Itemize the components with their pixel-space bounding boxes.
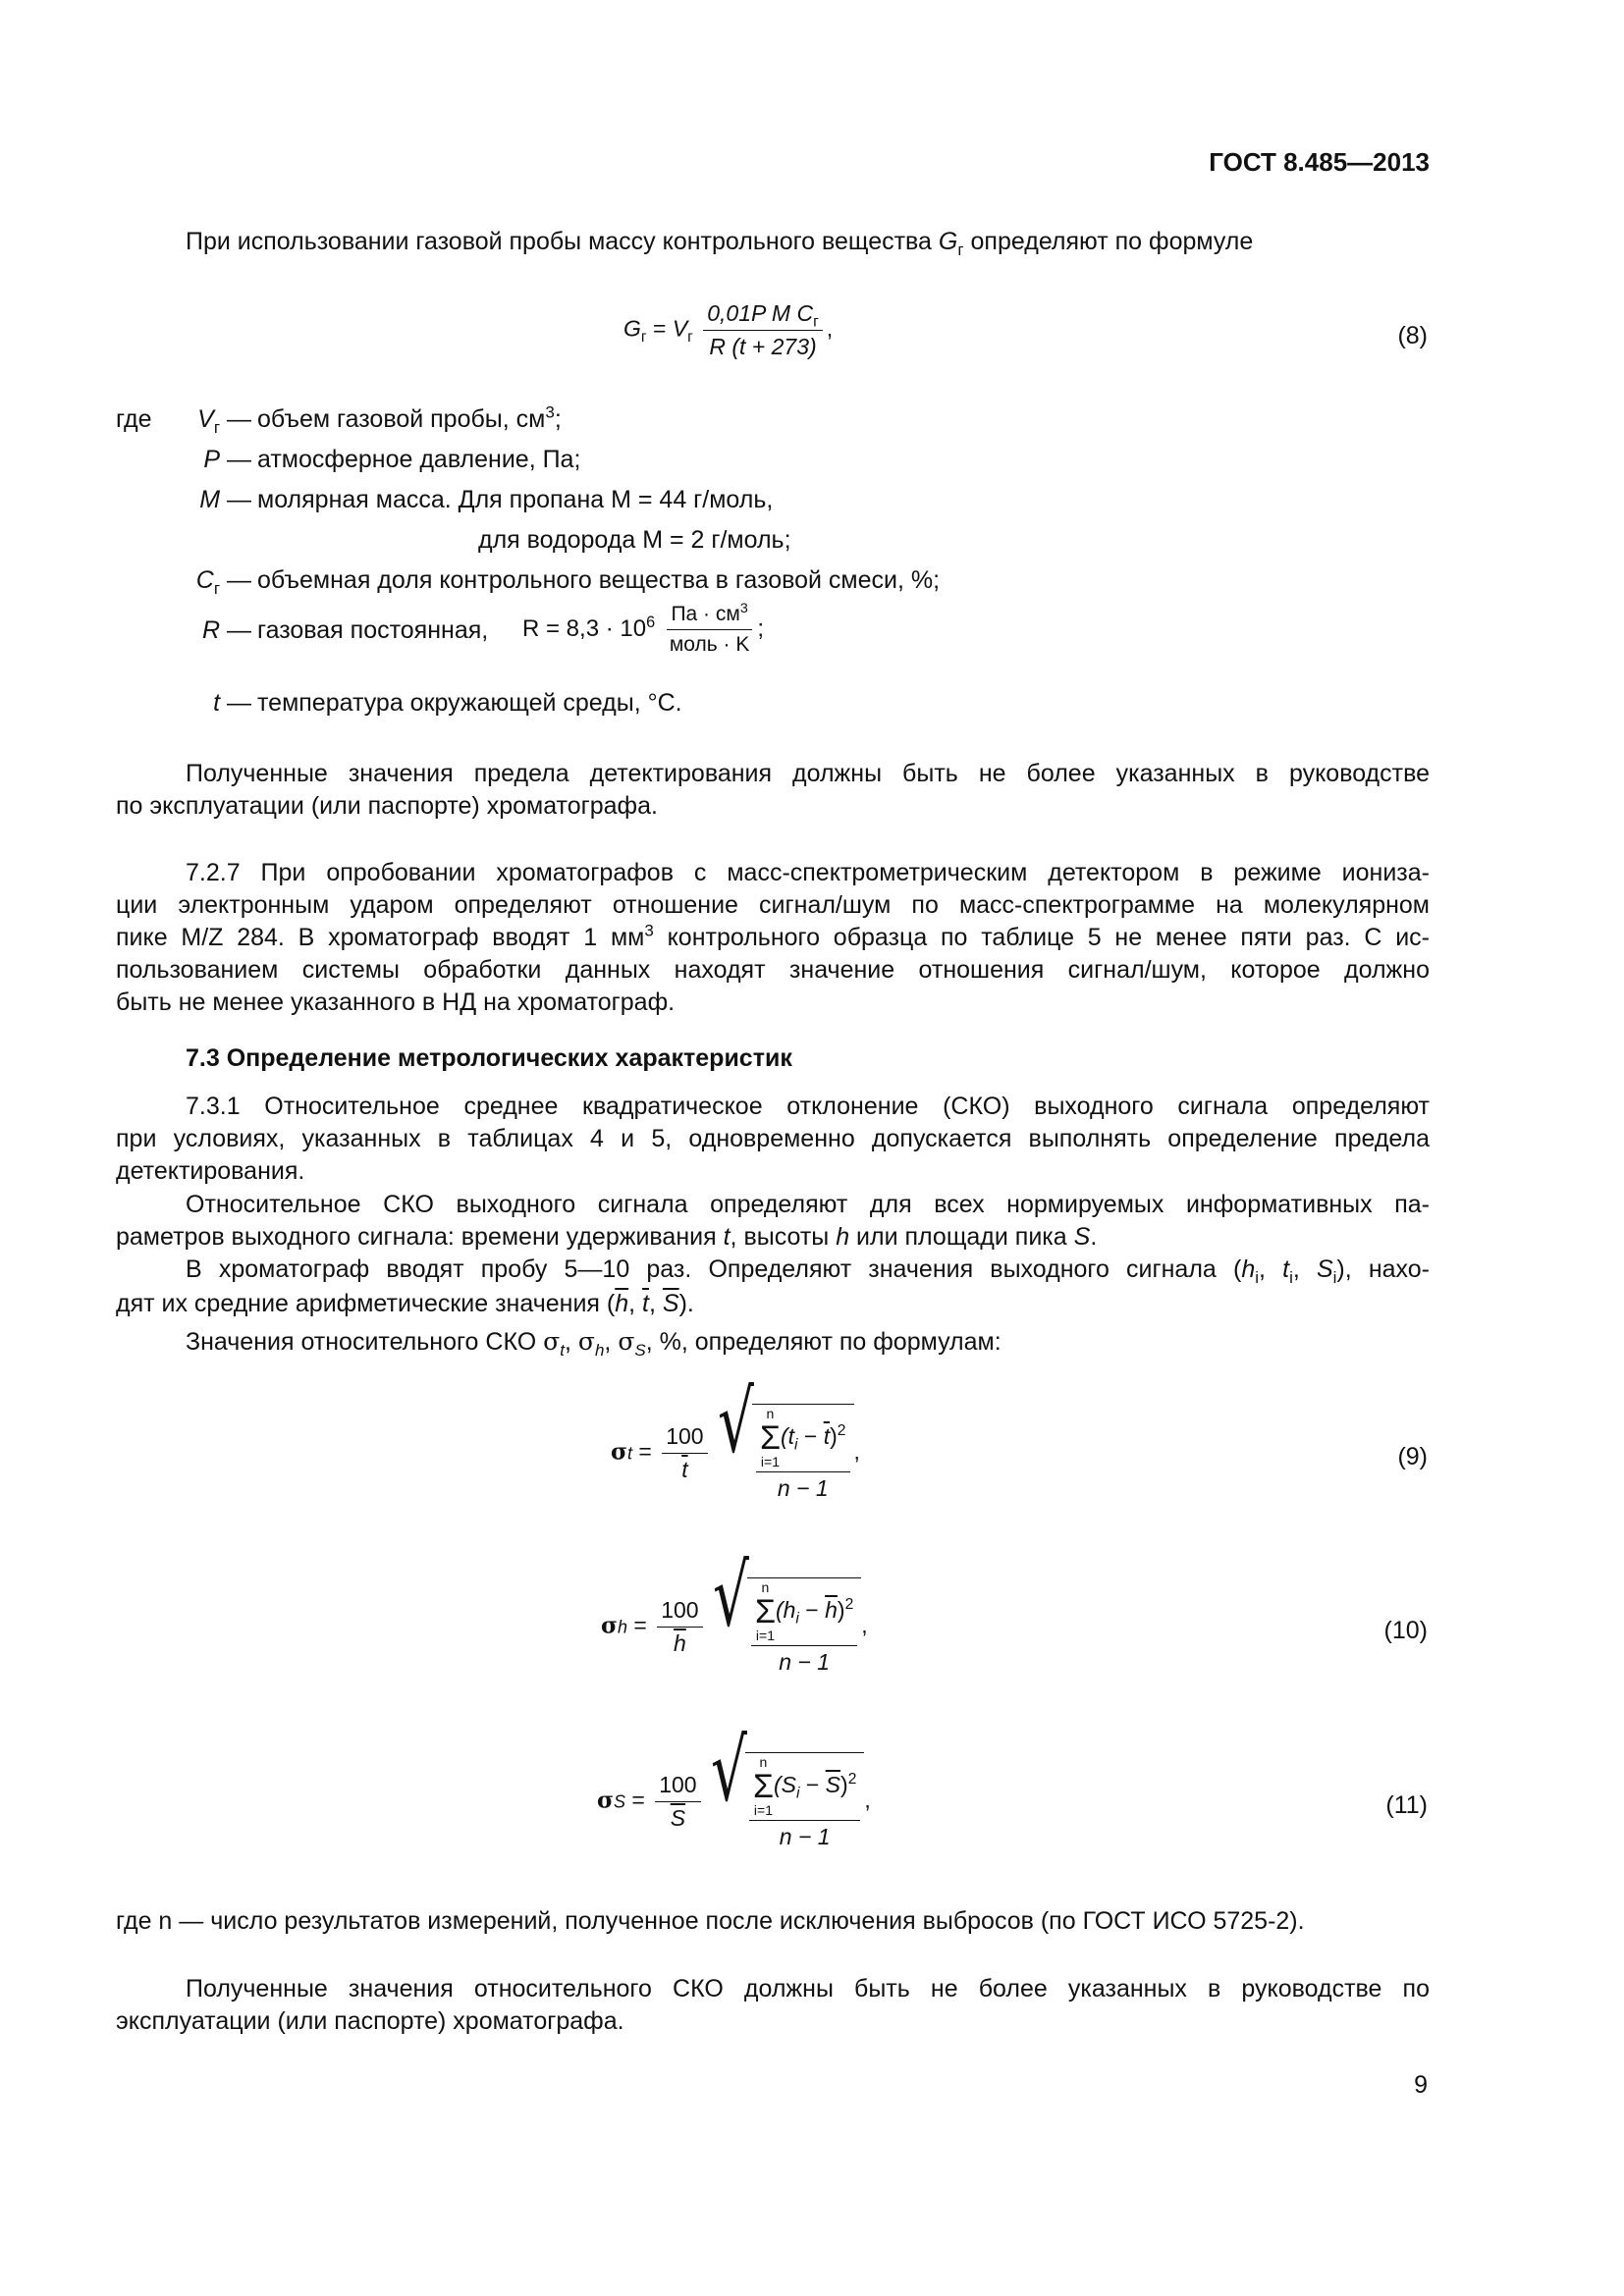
f11-den-var: S: [670, 1804, 686, 1831]
pprobe-line1a: В хроматограф вводят пробу 5—10 раз. Определяют значения выходного сигнала (: [186, 1255, 1242, 1283]
p731-line3: детектирования.: [116, 1157, 305, 1185]
f9-sum-bot: i=1: [760, 1453, 780, 1469]
f10-term: (h: [775, 1596, 796, 1623]
f11-inner-fraction: [749, 1755, 860, 1850]
where-term-v: [108, 405, 251, 437]
f10-minus: −: [798, 1596, 826, 1623]
intro-var: G: [938, 228, 958, 255]
f11-sigma: σ: [597, 1787, 614, 1814]
f9-sum: [760, 1407, 781, 1468]
where-term-r: [108, 616, 251, 645]
p727-line2: ции электронным ударом определяют отношение сигнал/шум по масс-спектрограмме на молекулярном: [116, 891, 1430, 919]
f11-numerator: 100: [655, 1772, 700, 1802]
f11-inner-den: [776, 1821, 835, 1850]
intro-var-sub: г: [957, 240, 964, 259]
pprobe-line2a: дят их средние арифметические значения (: [116, 1290, 616, 1317]
f10-sigma: σ: [601, 1612, 618, 1639]
f10-sum-symbol: Σ: [754, 1592, 776, 1630]
where-n-paragraph: где n — число результатов измерений, полученное после исключения выбросов (по ГОСТ ИСО 5725-2).: [116, 1907, 1305, 1935]
f8-denominator: [705, 331, 820, 360]
f9-inner-num: n Σ i=1 $(t_i - \overline{t})^2$: [756, 1407, 850, 1472]
formula-11: σS = $\frac{100}{S}$ √ n Σ i=1 $(S_i - \overline{S})^2$ n − 1 ,: [597, 1752, 871, 1850]
f8-num-text: 0,01P M C: [707, 300, 814, 326]
p727-line3: [116, 922, 1430, 954]
dash: —: [227, 566, 251, 594]
formula-9-number: (9): [1397, 1443, 1428, 1470]
document-header: ГОСТ 8.485—2013: [1209, 147, 1430, 177]
f9-fraction: [662, 1423, 707, 1483]
f11-rad-den: n − 1: [779, 1824, 831, 1850]
f10-term-bar: $\overline{h}$: [825, 1596, 838, 1623]
psko-line2a: раметров выходного сигнала: времени удерживания: [116, 1223, 717, 1251]
f10-numerator: 100: [657, 1597, 702, 1628]
term-t: t: [213, 689, 221, 717]
intro-text: При использовании газовой пробы массу контрольного вещества: [186, 228, 932, 255]
f10-denominator: [670, 1628, 690, 1657]
f9-minus: −: [797, 1422, 824, 1449]
pvalues-line: Значения относительного СКО $\sigma_t$, $\sigma_h$, $\sigma_S$, %, определяют по формулам:: [186, 1327, 1001, 1360]
formula-8-number: (8): [1397, 322, 1428, 349]
r-denominator: моль · K: [669, 633, 750, 656]
desc-v-sup: 3: [545, 402, 555, 422]
f11-term: (S: [773, 1771, 796, 1797]
p727-line3-sup: 3: [644, 921, 654, 940]
pprobe-line2b: ).: [678, 1290, 694, 1317]
f9-den-var: t: [681, 1456, 688, 1482]
f9-denominator: [677, 1454, 691, 1483]
f11-sum-symbol: Σ: [752, 1767, 774, 1805]
dash: —: [227, 486, 251, 513]
psko-line2b: , высоты: [730, 1223, 830, 1251]
f11-sum: [753, 1755, 774, 1817]
intro-paragraph: [116, 226, 1430, 258]
f9-radical: √: [717, 1371, 754, 1472]
f8-lhs-sub: г: [640, 329, 647, 347]
f11-term-bar: $\overline{S}$: [825, 1771, 841, 1797]
p727-line5: быть не менее указанного в НД на хроматограф.: [116, 988, 676, 1016]
final-paragraph-line2: эксплуатации (или паспорте) хроматографа.: [116, 2007, 624, 2035]
section-7-3-heading: 7.3 Определение метрологических характеристик: [186, 1044, 792, 1072]
f8-fraction: [703, 300, 823, 360]
p727-line3b: контрольного образца по таблице 5 не менее пяти раз. С ис-: [653, 924, 1430, 951]
dash: —: [227, 616, 251, 644]
f11-radicand: [745, 1752, 864, 1850]
f8-lhs: G: [623, 315, 641, 342]
term-c-sub: г: [213, 579, 221, 598]
f11-term-i: i: [795, 1785, 800, 1802]
r-num-text: Па · см: [671, 603, 740, 625]
formula-9: σt = $\frac{100}{t}$ √ n Σ i=1 $(t_i - \overline{t})^2$ n − 1 ,: [611, 1404, 860, 1502]
p727-line3a: пике M/Z 284. В хроматограф вводят 1 мм: [116, 924, 645, 951]
page-number: 9: [1414, 2071, 1428, 2099]
psko-line2d: .: [1090, 1223, 1098, 1251]
where-label: где: [116, 405, 152, 433]
f10-sum: [755, 1580, 776, 1642]
p731-line1: 7.3.1 Относительное среднее квадратическое отклонение (СКО) выходного сигнала определяют: [186, 1093, 1430, 1120]
desc-v-tail: ;: [554, 405, 562, 433]
pvalues-text-b: , %, определяют по формулам:: [645, 1328, 1001, 1356]
f9-sigma: σ: [611, 1438, 627, 1466]
f8-numerator: [703, 300, 823, 331]
f10-inner-den: [775, 1646, 834, 1676]
dash: —: [227, 446, 251, 473]
f11-inner-num: n Σ i=1 $(S_i - \overline{S})^2$: [749, 1755, 860, 1821]
f10-fraction: [657, 1597, 702, 1657]
desc-r: газовая постоянная,: [257, 616, 489, 644]
f9-term-bar: $\overline{t}$: [823, 1422, 831, 1449]
f8-eq: =: [646, 315, 673, 342]
f10-radical: √: [712, 1545, 749, 1646]
term-r: R: [201, 616, 221, 644]
r-num-sup: 3: [739, 601, 748, 616]
f9-inner-fraction: [756, 1407, 850, 1502]
psko-s: S: [1073, 1223, 1091, 1251]
where-term-m: [108, 486, 251, 514]
where-desc-c: объемная доля контрольного вещества в газовой смеси, %;: [257, 566, 941, 594]
where-desc-p: атмосферное давление, Па;: [257, 446, 581, 473]
where-term-p: [108, 446, 251, 474]
where-desc-m: молярная масса. Для пропана M = 44 г/моль,: [257, 486, 774, 513]
term-v: V: [197, 405, 214, 433]
where-desc-v: [257, 402, 562, 434]
psko-line2c: или площади пика: [849, 1223, 1067, 1251]
f8-v: V: [672, 315, 688, 342]
psko-line2: [116, 1221, 1430, 1254]
dash: —: [227, 405, 251, 433]
f8-den-text: R (t + 273): [709, 334, 817, 359]
f9-inner-den: [774, 1472, 833, 1502]
r-lhs: R = 8,3 · 10: [522, 614, 647, 642]
limit-paragraph-line1: Полученные значения предела детектирования должны быть не более указанных в руководстве: [186, 760, 1430, 787]
f9-radicand: [752, 1404, 854, 1502]
f11-sum-top: n: [759, 1754, 768, 1770]
f11-radical: √: [710, 1720, 747, 1821]
where-term-c: [108, 566, 251, 598]
f11-fraction: [655, 1772, 700, 1832]
p731-line2: при условиях, указанных в таблицах 4 и 5, одновременно допускается выполнять определение предела: [116, 1125, 1430, 1152]
pvalues-text-a: Значения относительного СКО: [186, 1328, 537, 1356]
p727-line4: пользованием системы обработки данных находят значение отношения сигнал/шум, которое должно: [116, 956, 1430, 984]
f10-sum-top: n: [761, 1579, 770, 1595]
f9-rad-den: n − 1: [777, 1475, 829, 1502]
term-v-sub: г: [213, 418, 221, 437]
f11-minus: −: [799, 1771, 826, 1797]
f10-rad-den: n − 1: [779, 1649, 831, 1676]
formula-8: [623, 300, 833, 360]
f8-tail: ,: [826, 315, 834, 342]
f8-v-sub: г: [687, 329, 693, 347]
psko-t: t: [723, 1223, 731, 1251]
r-fraction: [666, 603, 754, 657]
pprobe-line1: В хроматограф вводят пробу 5—10 раз. Определяют значения выходного сигнала ($h_i$, $t_i$, $S_i$), нахо-: [186, 1255, 1430, 1287]
term-m: M: [199, 486, 221, 513]
dash: —: [227, 689, 251, 717]
pprobe-h: h: [1241, 1255, 1256, 1283]
f9-sum-top: n: [766, 1406, 775, 1421]
r-constant-formula: [522, 603, 764, 657]
psko-line1: Относительное СКО выходного сигнала определяют для всех нормируемых информативных па-: [186, 1191, 1430, 1218]
formula-11-number: (11): [1385, 1791, 1428, 1819]
p727-line1: 7.2.7 При опробовании хроматографов с масс-спектрометрическим детектором в режиме иониза-: [186, 859, 1430, 886]
intro-text-end: определяют по формуле: [970, 228, 1254, 255]
where-desc-t: температура окружающей среды, °С.: [257, 689, 682, 717]
where-item-m-hydrogen: для водорода M = 2 г/моль;: [478, 526, 791, 554]
formula-10: σh = $\frac{100}{h}$ √ n Σ i=1 $(h_i - \overline{h})^2$ n − 1 ,: [601, 1577, 868, 1676]
where-term-t: [108, 689, 251, 718]
f9-term-i: i: [794, 1436, 798, 1454]
limit-paragraph-line2: по эксплуатации (или паспорте) хроматографа.: [116, 792, 658, 820]
f11-sum-bot: i=1: [753, 1801, 773, 1818]
pprobe-line2: дят их средние арифметические значения ($\overline{h}$, $\overline{t}$, $\overline{S}$).: [116, 1290, 694, 1317]
f9-term: (t: [780, 1422, 795, 1449]
f10-sum-bot: i=1: [755, 1627, 775, 1643]
final-paragraph-line1: Полученные значения относительного СКО должны быть не более указанных в руководстве по: [186, 1975, 1430, 2002]
f10-radicand: [747, 1577, 861, 1676]
f9-var: t: [626, 1443, 632, 1464]
f10-var: h: [617, 1617, 627, 1637]
f9-sum-symbol: Σ: [759, 1418, 781, 1457]
term-c: C: [195, 566, 214, 594]
f11-denominator: [667, 1802, 689, 1832]
f10-den-var: h: [673, 1629, 686, 1656]
formula-10-number: (10): [1383, 1617, 1428, 1644]
f10-term-i: i: [795, 1610, 799, 1628]
r-tail: ;: [757, 614, 765, 642]
psko-h: h: [836, 1223, 850, 1251]
f10-inner-fraction: [751, 1580, 857, 1676]
f8-num-sub: г: [813, 313, 819, 331]
pprobe-line1b: ), нахо-: [1336, 1255, 1430, 1283]
f10-inner-num: n Σ i=1 $(h_i - \overline{h})^2$: [751, 1580, 857, 1646]
r-numerator: [667, 603, 751, 630]
f9-numerator: 100: [662, 1423, 707, 1454]
where-desc-r: [257, 616, 488, 645]
r-sup: 6: [646, 613, 656, 631]
desc-v: объем газовой пробы, см: [257, 405, 546, 433]
f11-var: S: [613, 1791, 625, 1812]
term-p: P: [203, 446, 221, 473]
